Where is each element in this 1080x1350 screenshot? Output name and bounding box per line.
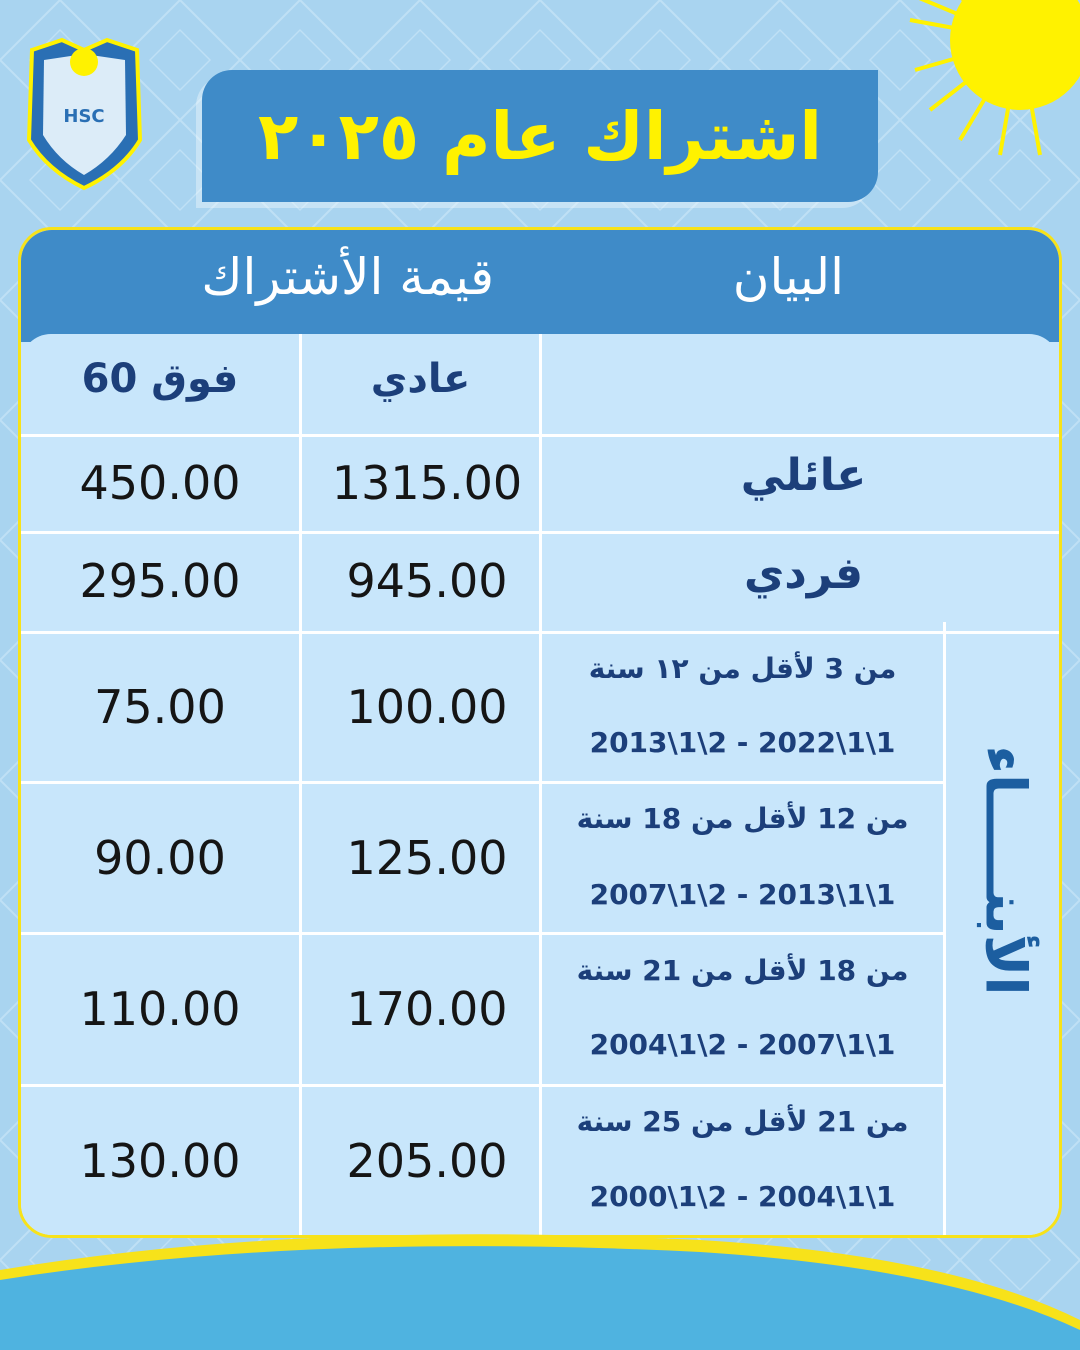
individual-over60: 295.00 bbox=[79, 554, 241, 608]
bottom-wave bbox=[0, 1210, 1080, 1350]
child3-age: من 18 لأقل من 21 سنة bbox=[576, 954, 909, 987]
child4-over60: 130.00 bbox=[79, 1134, 241, 1188]
child2-over60: 90.00 bbox=[94, 831, 226, 885]
sun-icon bbox=[900, 0, 1080, 160]
header-value: قيمة الأشتراك bbox=[201, 248, 494, 306]
table-body bbox=[21, 334, 1059, 1238]
child4-age: من 21 لأقل من 25 سنة bbox=[576, 1105, 909, 1138]
child2-regular: 125.00 bbox=[346, 831, 508, 885]
subscription-table bbox=[18, 227, 1062, 1238]
row-label-individual: فردي bbox=[743, 548, 864, 599]
row-divider bbox=[21, 434, 1062, 437]
child2-age: من 12 لأقل من 18 سنة bbox=[576, 802, 909, 835]
subheader-regular: عادي bbox=[370, 356, 471, 402]
child3-over60: 110.00 bbox=[79, 982, 241, 1036]
family-over60: 450.00 bbox=[79, 456, 241, 510]
individual-regular: 945.00 bbox=[346, 554, 508, 608]
row-divider bbox=[21, 781, 945, 784]
club-logo bbox=[22, 30, 147, 192]
column-divider bbox=[943, 622, 946, 1238]
row-divider bbox=[21, 531, 1062, 534]
child4-dates: 2000\1\2 - 2004\1\1 bbox=[589, 1180, 896, 1213]
subheader-over60: فوق 60 bbox=[81, 356, 239, 402]
family-regular: 1315.00 bbox=[331, 456, 523, 510]
row-divider bbox=[21, 1084, 945, 1087]
children-group-text: الأبنـــــاء bbox=[972, 744, 1038, 996]
children-group-label bbox=[950, 650, 1060, 1090]
child1-dates: 2013\1\2 - 2022\1\1 bbox=[589, 726, 896, 759]
header-bayan: البيان bbox=[732, 248, 844, 306]
child1-over60: 75.00 bbox=[94, 680, 226, 734]
row-label-family: عائلي bbox=[740, 450, 867, 501]
row-divider bbox=[21, 932, 945, 935]
table-header bbox=[21, 230, 1059, 342]
logo-text: HSC bbox=[63, 106, 105, 127]
child2-dates: 2007\1\2 - 2013\1\1 bbox=[589, 878, 896, 911]
title-banner bbox=[202, 70, 878, 202]
child1-regular: 100.00 bbox=[346, 680, 508, 734]
child4-regular: 205.00 bbox=[346, 1134, 508, 1188]
row-divider bbox=[21, 631, 1062, 634]
page-title: اشتراك عام ٢٠٢٥ bbox=[258, 97, 822, 175]
child3-dates: 2004\1\2 - 2007\1\1 bbox=[589, 1028, 896, 1061]
child1-age: من 3 لأقل من ١٢ سنة bbox=[588, 652, 897, 685]
child3-regular: 170.00 bbox=[346, 982, 508, 1036]
